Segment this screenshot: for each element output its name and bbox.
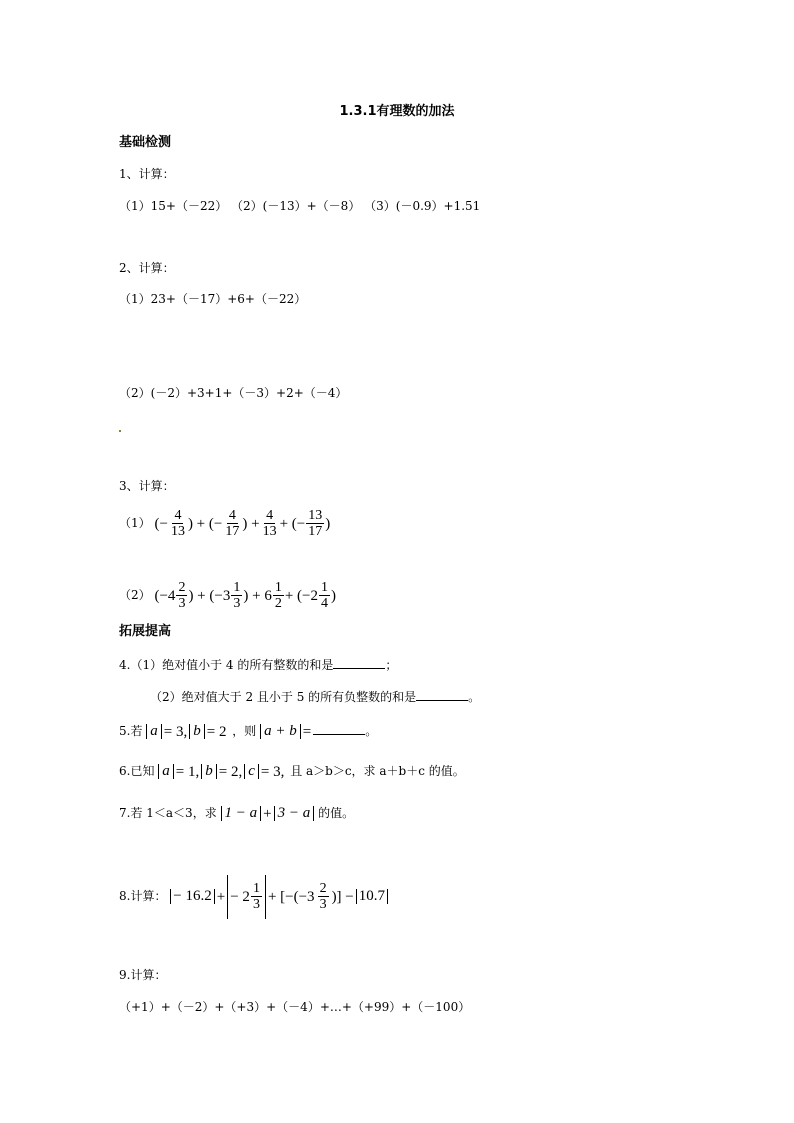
question-4-part-2 [150, 688, 480, 705]
fraction [251, 881, 262, 912]
expr-text: = 3, [163, 723, 188, 740]
question-text: 5.若 [119, 724, 143, 738]
question-3-item-2 [119, 575, 336, 616]
expr-text: − 2 [230, 888, 250, 905]
question-text: （2）绝对值大于 2 且小于 5 的所有负整数的和是 [150, 690, 417, 704]
variable: 3 − a [277, 805, 311, 821]
fraction [318, 881, 329, 912]
numerator: 1 [321, 580, 328, 595]
numerator: 4 [174, 508, 182, 523]
absolute-value-expression [260, 724, 313, 740]
absolute-value: 10.7 [356, 889, 388, 904]
fraction [261, 508, 279, 539]
section-heading-extend: 拓展提高 [119, 624, 172, 639]
numerator: 1 [252, 881, 260, 896]
expr-text: + [216, 888, 226, 905]
numerator: 4 [266, 508, 274, 523]
question-7 [119, 805, 354, 822]
fraction [319, 580, 330, 611]
question-text: 4.（1）绝对值小于 4 的所有整数的和是 [119, 658, 334, 672]
expr-text: ) + (−3 [188, 587, 231, 604]
absolute-value-expression [158, 764, 286, 780]
absolute-value [158, 764, 174, 779]
question-text: 6.已知 [119, 764, 155, 778]
absolute-value-expression [221, 806, 315, 822]
item-prefix: （1） [119, 516, 151, 530]
numerator: 13 [308, 508, 323, 523]
numerator: 1 [274, 580, 282, 595]
question-text: 。 [468, 690, 481, 704]
variable: c [248, 763, 255, 779]
expr-text: + [263, 805, 272, 822]
expr-text: = 2, [218, 763, 243, 780]
question-1-label: 1、计算： [119, 167, 175, 181]
absolute-value [221, 806, 262, 821]
expr-text: = 1, [175, 763, 200, 780]
section-heading-basic: 基础检测 [119, 135, 172, 150]
denominator: 17 [225, 524, 240, 539]
variable: a [150, 723, 158, 739]
expr-text: (− [154, 515, 168, 532]
denominator: 3 [178, 596, 186, 611]
question-3-label: 3、计算： [119, 479, 175, 493]
absolute-value-expression [170, 875, 388, 919]
expr-text: ) + [242, 515, 260, 532]
fraction [306, 508, 324, 539]
variable: b [193, 723, 201, 739]
question-2-item-1: （1）23+（－17）+6+（－22） [119, 292, 307, 306]
question-text: 且 a＞b＞c，求 a＋b＋c 的值。 [290, 764, 465, 778]
question-4-part-1 [119, 656, 397, 673]
variable: 1 − a [224, 805, 258, 821]
question-6 [119, 763, 465, 780]
question-8 [119, 874, 388, 919]
question-text: 的值。 [318, 806, 355, 820]
question-text: 。 [365, 724, 378, 738]
question-2-item-2: （2）(－2）+3+1+（－3）+2+（－4） [119, 386, 348, 400]
denominator: 2 [274, 596, 282, 611]
answer-blank [313, 722, 365, 735]
expr-text: + (− [279, 515, 306, 532]
numerator: 4 [228, 508, 236, 523]
question-3-item-1 [119, 503, 330, 544]
numerator: 2 [319, 881, 327, 896]
denominator: 3 [319, 897, 327, 912]
expr-text: (−4 [154, 587, 176, 604]
question-9-label: 9.计算： [119, 968, 167, 982]
absolute-value [244, 764, 259, 779]
expr-text: ) [331, 587, 336, 604]
question-1-items: （1）15+（－22） （2）(－13）+（－8） （3）(－0.9）+1.51 [119, 199, 481, 213]
question-5 [119, 722, 377, 740]
answer-blank [333, 656, 385, 669]
denominator: 13 [262, 524, 277, 539]
question-text: 7.若 1＜a＜3，求 [119, 806, 217, 820]
absolute-value [201, 764, 217, 779]
expr-text: = 2 [206, 723, 227, 740]
question-2-label: 2、计算： [119, 261, 175, 275]
fraction [231, 580, 242, 611]
question-text: 8.计算： [119, 889, 167, 903]
denominator: 13 [170, 524, 185, 539]
question-9-expression: （+1）+（－2）+（+3）+（－4）+…+（+99）+（－100） [119, 1000, 471, 1014]
absolute-value [227, 875, 266, 919]
fraction [169, 508, 187, 539]
numerator: 1 [233, 580, 241, 595]
variable: a + b [264, 723, 297, 739]
absolute-value-expression [146, 724, 228, 740]
absolute-value [274, 806, 315, 821]
fraction [223, 508, 241, 539]
fraction-expression [154, 504, 330, 544]
expr-text: + (−2 [284, 587, 318, 604]
denominator: 4 [321, 596, 328, 611]
expr-text: ) [325, 515, 331, 532]
denominator: 17 [308, 524, 323, 539]
absolute-value [146, 724, 162, 739]
stray-mark [119, 430, 121, 432]
expr-text: ) + (− [187, 515, 223, 532]
variable: a [162, 763, 170, 779]
expr-text: + [−(−3 [267, 888, 315, 905]
absolute-value: − 16.2 [170, 889, 214, 904]
absolute-value [189, 724, 205, 739]
fraction-expression [154, 576, 336, 616]
question-text: ； [385, 658, 398, 672]
expr-text: = 3, [260, 763, 285, 780]
answer-blank [416, 688, 468, 701]
question-text: ，则 [232, 724, 257, 738]
expr-text: ) + 6 [243, 587, 272, 604]
fraction [273, 580, 284, 611]
absolute-value [260, 724, 301, 739]
fraction [176, 580, 187, 611]
expr-text: = [302, 723, 312, 740]
page-title: 1.3.1有理数的加法 [339, 104, 455, 119]
item-prefix: （2） [119, 588, 151, 602]
numerator: 2 [178, 580, 186, 595]
expr-text: )] − [331, 888, 354, 905]
variable: b [205, 763, 213, 779]
denominator: 3 [252, 897, 260, 912]
denominator: 3 [233, 596, 241, 611]
